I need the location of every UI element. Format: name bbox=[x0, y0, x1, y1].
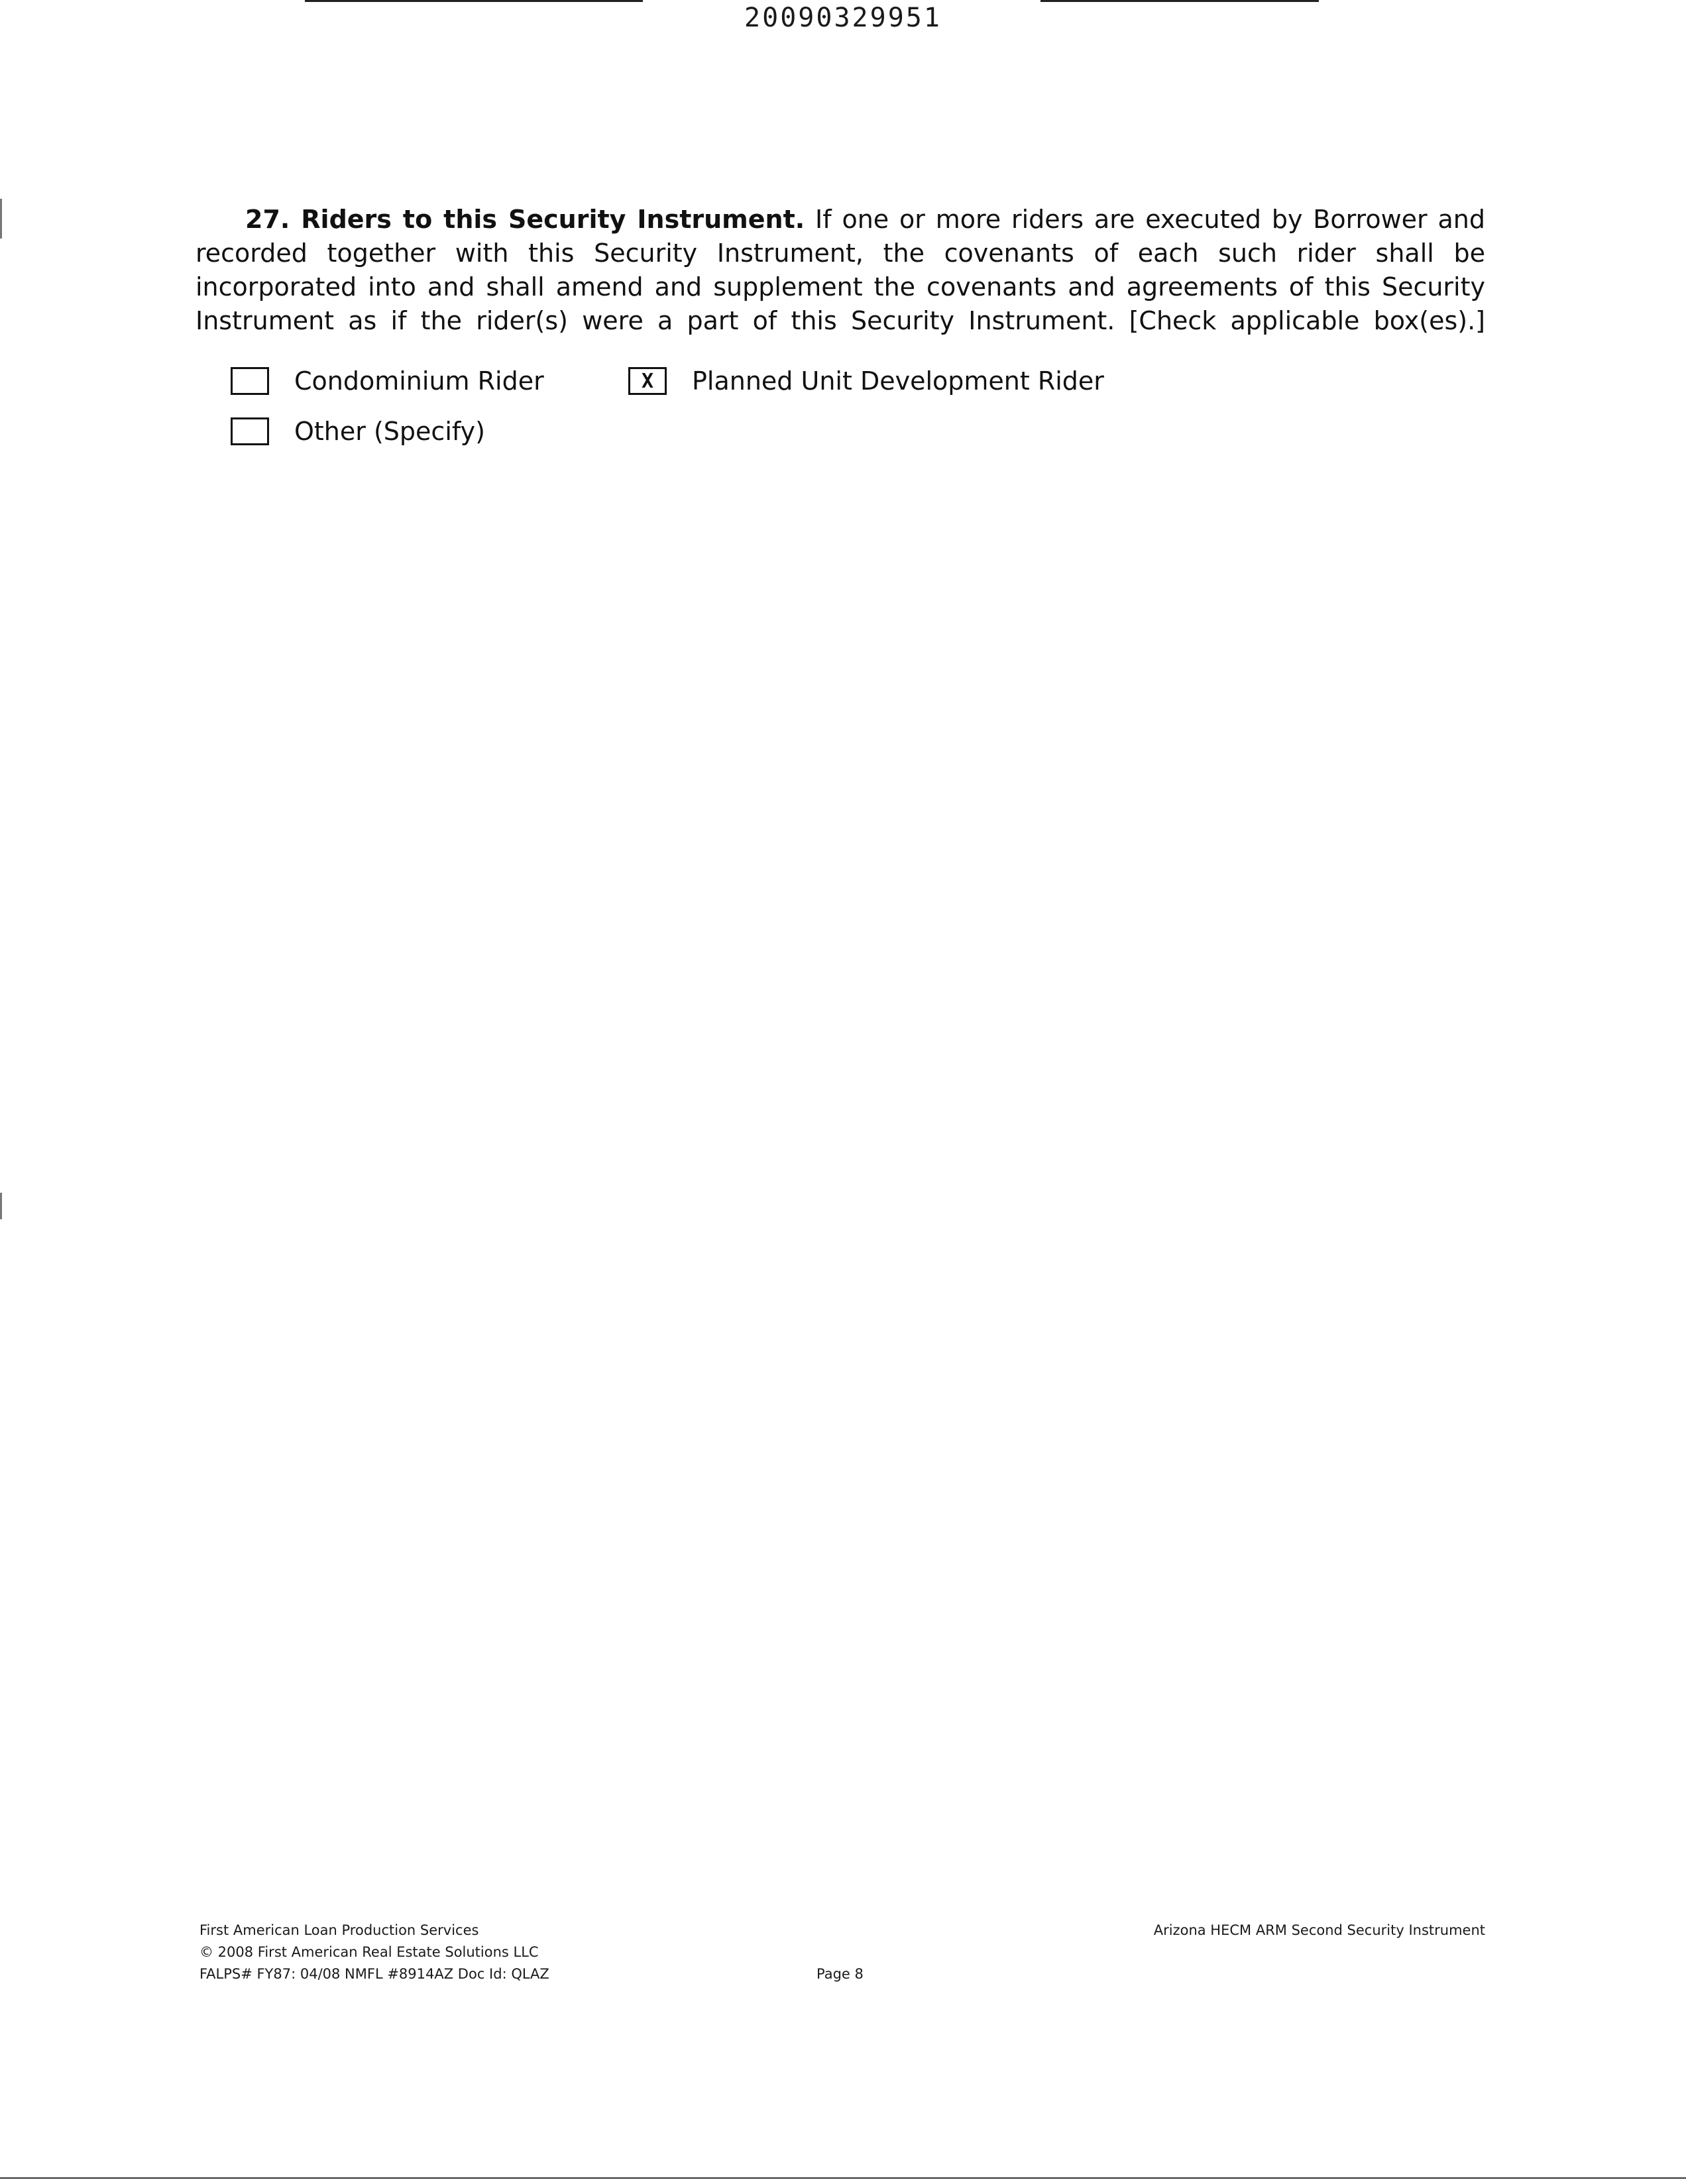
condominium-rider-checkbox[interactable] bbox=[231, 367, 269, 395]
rider-option-other[interactable] bbox=[231, 417, 485, 445]
condominium-rider-label: Condominium Rider bbox=[294, 366, 544, 396]
recording-number: 20090329951 bbox=[744, 3, 942, 33]
footer-copyright: © 2008 First American Real Estate Solutions LLC bbox=[199, 1944, 539, 1960]
rider-option-planned-unit-development[interactable] bbox=[628, 367, 1104, 395]
top-rule-right bbox=[1040, 0, 1319, 2]
section-27-body: If one or more riders are executed by Borrower and recorded together with this Security Instrument, the covenants of each such rider shall be incorporated into and shall amend and supplement the covenants and agreements of this Security Instrument as if the rider(s) were a part of this Security Instrument. [Check applicable box(es).] bbox=[196, 205, 1485, 335]
page-number: Page 8 bbox=[816, 1966, 864, 1982]
other-rider-checkbox[interactable] bbox=[231, 417, 269, 445]
rider-option-condominium[interactable] bbox=[231, 367, 544, 395]
scan-edge-mark bbox=[0, 199, 2, 239]
other-rider-label: Other (Specify) bbox=[294, 417, 485, 446]
planned-unit-development-rider-label: Planned Unit Development Rider bbox=[692, 366, 1104, 396]
footer-form-id: FALPS# FY87: 04/08 NMFL #8914AZ Doc Id: QLAZ bbox=[199, 1966, 549, 1982]
bottom-rule bbox=[0, 2177, 1686, 2179]
section-27-paragraph bbox=[196, 203, 1485, 338]
planned-unit-development-rider-checkbox[interactable]: X bbox=[628, 367, 667, 395]
scan-edge-mark bbox=[0, 1193, 2, 1219]
footer-left bbox=[199, 1920, 549, 1985]
top-rule-left bbox=[305, 0, 643, 2]
footer-company: First American Loan Production Services bbox=[199, 1922, 479, 1938]
section-27-heading: 27. Riders to this Security Instrument. bbox=[245, 205, 805, 234]
footer-document-title: Arizona HECM ARM Second Security Instrument bbox=[1153, 1922, 1485, 1938]
